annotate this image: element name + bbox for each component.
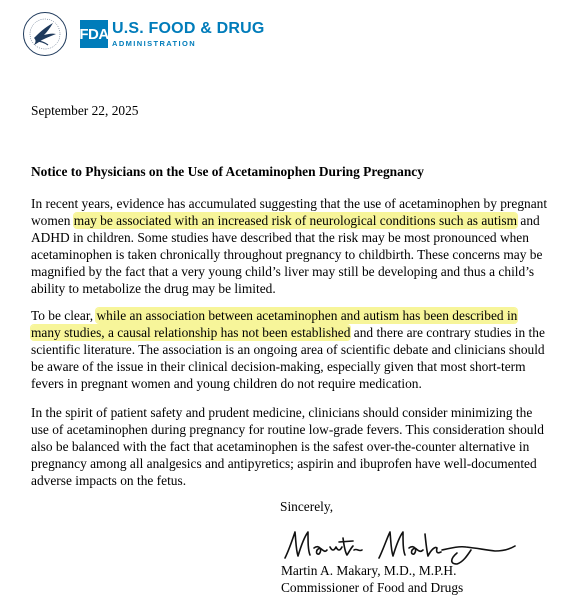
text-run: women [31,213,74,228]
letterhead [22,8,265,60]
letter-date: September 22, 2025 [31,103,139,118]
agency-subtitle: ADMINISTRATION [112,38,197,48]
paragraph-line: In the spirit of patient safety and prudent medicine, clinicians should consider minimizing the [31,405,533,420]
letter-title: Notice to Physicians on the Use of Acetaminophen During Pregnancy [31,164,424,179]
handwritten-signature [281,520,521,568]
fda-logo: FDA [80,20,108,48]
paragraph-line: acetaminophen is taken chronically throughout pregnancy to childbirth. These concerns may be [31,247,543,262]
paragraph-line: ability to metabolize the drug may be limited. [31,281,276,296]
paragraph-line: magnified by the fact that a very young child’s liver may still be developing and thus a child’s [31,264,535,279]
text-run: and there are contrary studies in the [350,325,545,340]
paragraph-line: use of acetaminophen during pregnancy for routine low-grade fevers. This consideration should [31,422,544,437]
agency-name: U.S. FOOD & DRUG [112,19,265,37]
paragraph-line: fevers in pregnant women and young children do not require medication. [31,376,422,391]
highlighted-text: many studies, a causal relationship has not been established [31,325,351,340]
paragraph-line: also be balanced with the fact that acetaminophen is the safest over-the-counter alternative in [31,439,530,454]
paragraph-line [31,212,565,229]
paragraph-3 [31,404,565,489]
signoff: Sincerely, [280,499,334,514]
signer-title: Commissioner of Food and Drugs [281,580,464,595]
paragraph-line [31,307,565,324]
highlighted-text: while an association between acetaminophen and autism has been described in [96,308,518,323]
paragraph-line [31,324,565,341]
text-run: and [517,213,540,228]
agency-wordmark [112,21,265,48]
paragraph-line: adverse impacts on the fetus. [31,473,187,488]
text-run: To be clear, [31,308,97,323]
signer-name: Martin A. Makary, M.D., M.P.H. [281,563,457,578]
paragraph-line: be aware of the issue in their clinical decision-making, especially given that most short-term [31,359,526,374]
paragraph-line: scientific literature. The association is an ongoing area of scientific debate and clinicians should [31,342,545,357]
paragraph-line: In recent years, evidence has accumulated suggesting that the use of acetaminophen by pregnant [31,196,548,211]
paragraph-line: pregnancy among all analgesics and antipyretics; aspirin and ibuprofen have well-documented [31,456,537,471]
signer-block [281,562,463,596]
paragraph-line: ADHD in children. Some studies have described that the risk may be most pronounced when [31,230,529,245]
hhs-eagle-seal-icon [22,11,68,57]
highlighted-text: may be associated with an increased risk of neurological conditions such as autism [73,213,518,228]
paragraph-2 [31,307,565,392]
paragraph-1 [31,195,565,297]
